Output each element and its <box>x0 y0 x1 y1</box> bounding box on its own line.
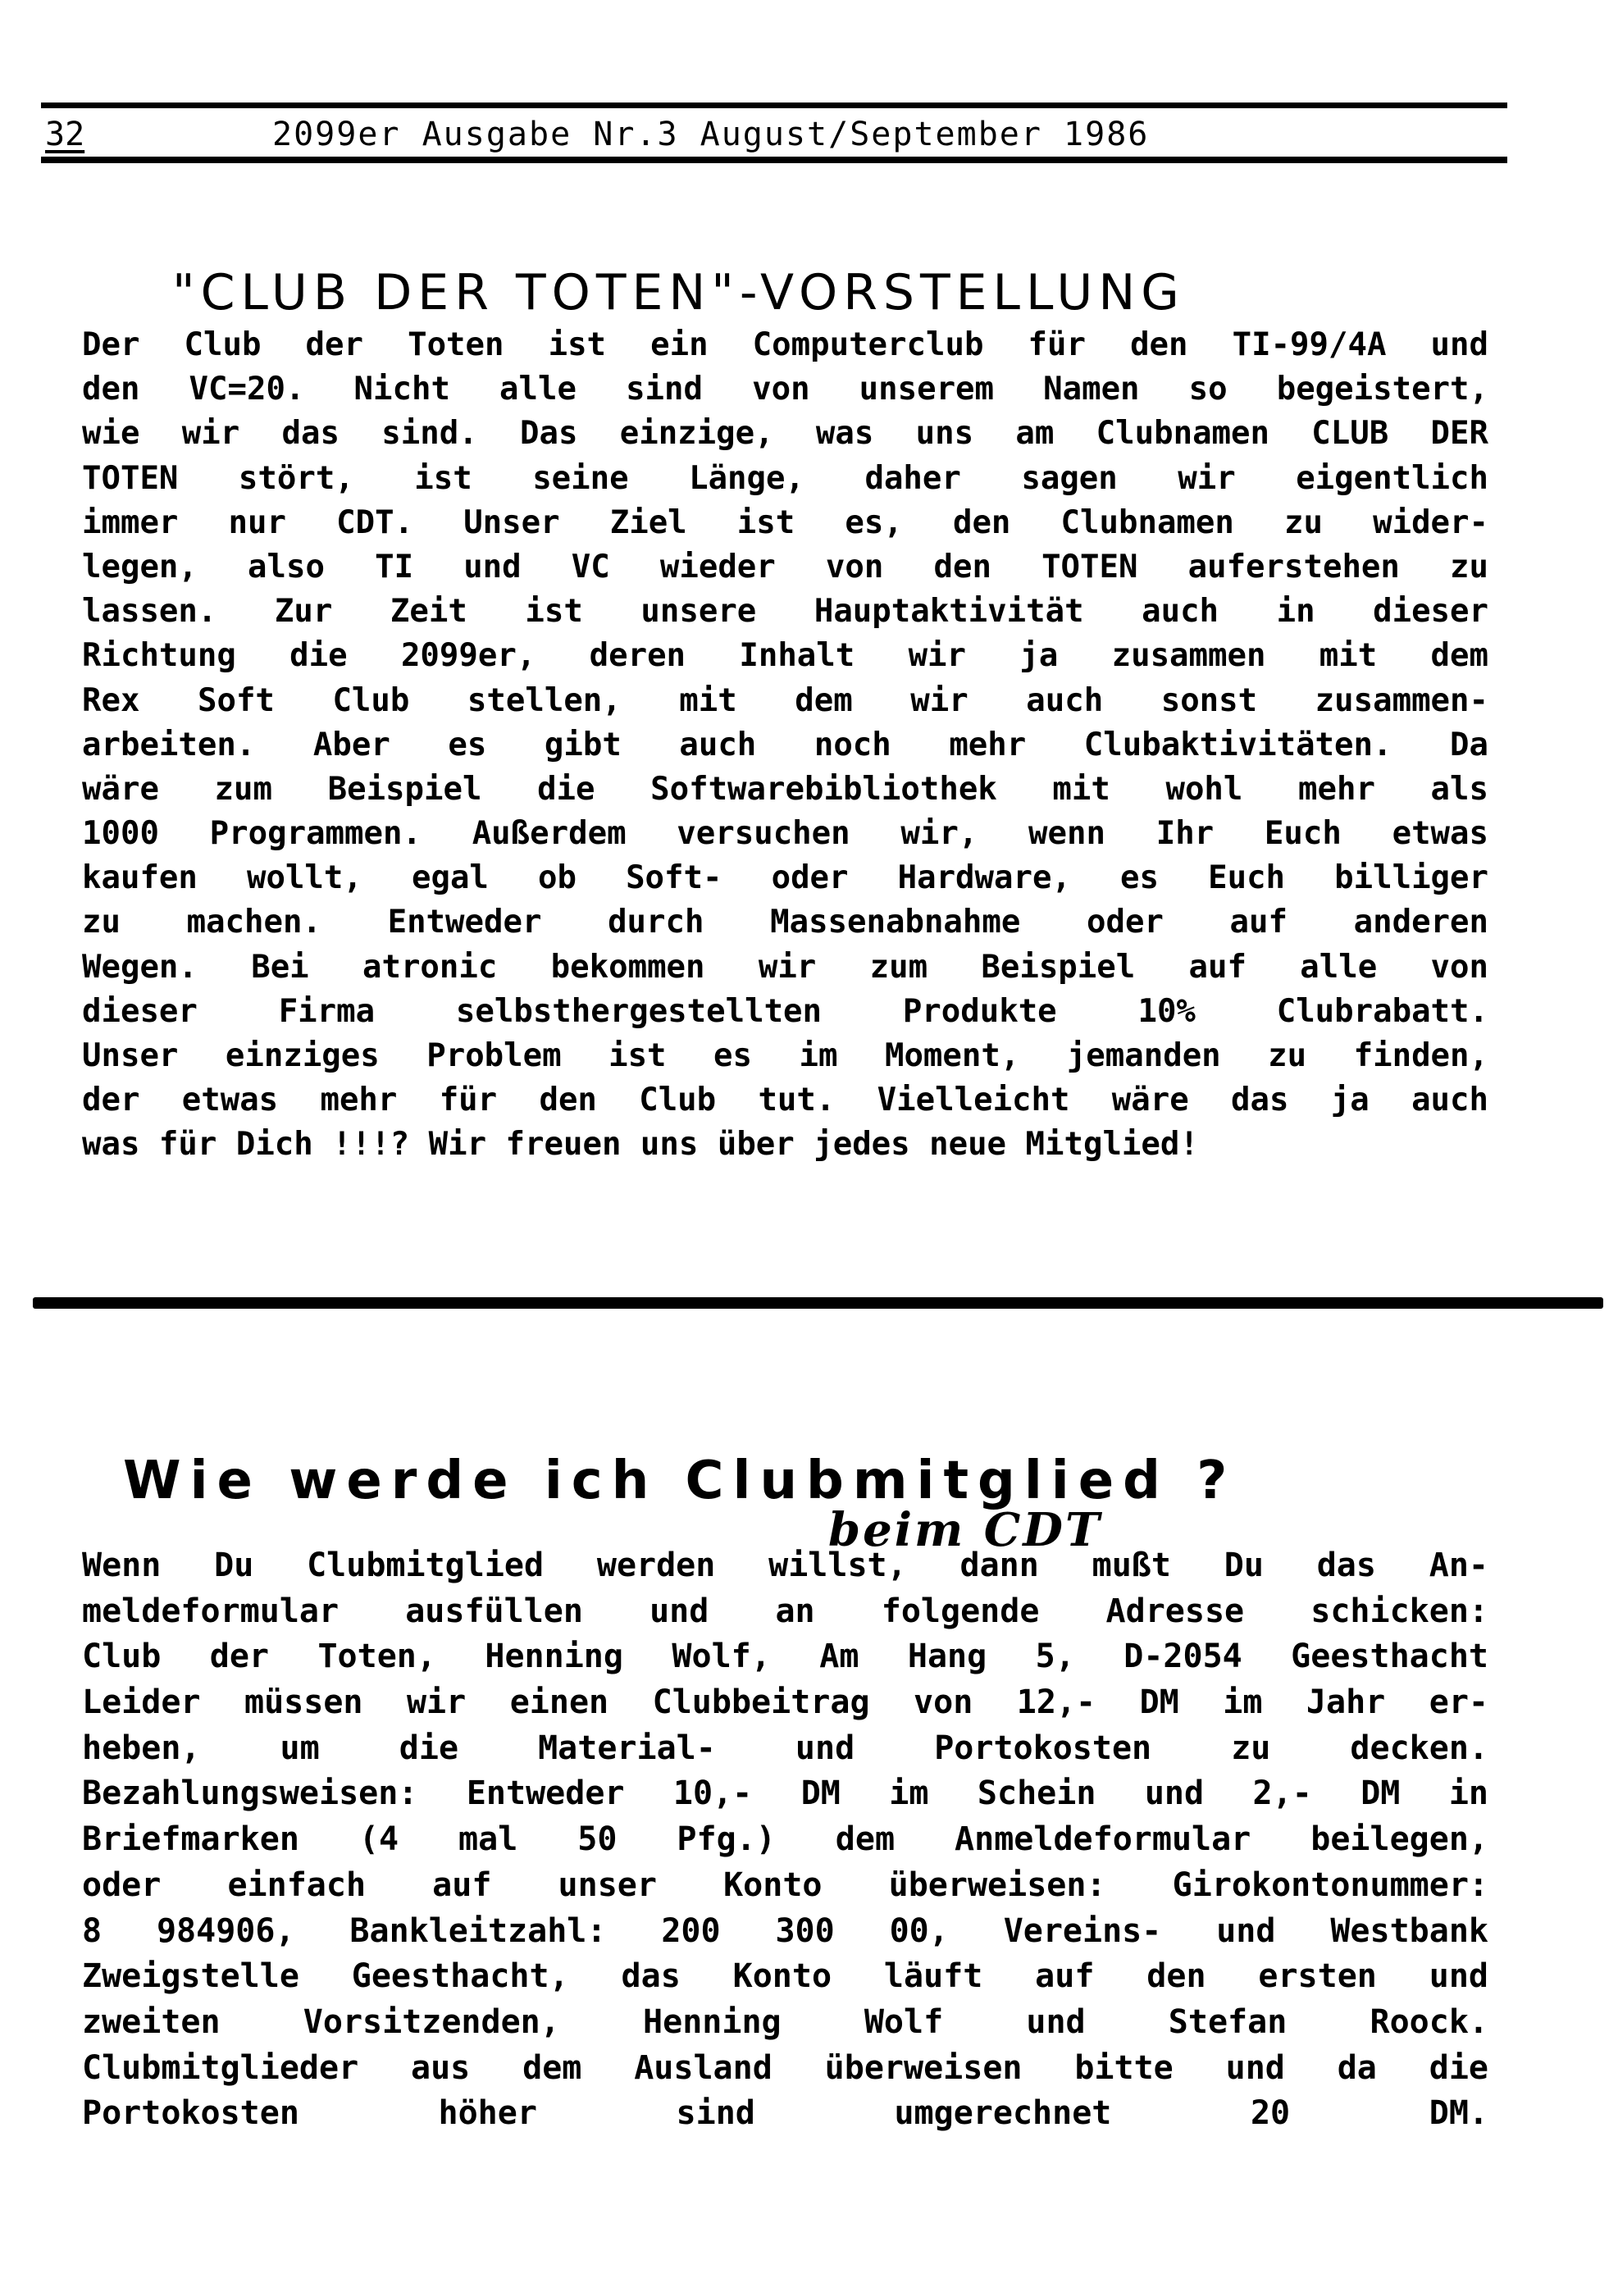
article1-body <box>82 323 1488 1168</box>
text-line: Rex Soft Club stellen, mit dem wir auch sonst zusammen- <box>82 681 1488 719</box>
text-line: Club der Toten, Henning Wolf, Am Hang 5, D-2054 Geesthacht <box>82 1638 1488 1676</box>
text-line: heben, um die Material- und Portokosten zu decken. <box>82 1729 1488 1767</box>
text-line: zu machen. Entweder durch Massenabnahme oder auf anderen <box>82 904 1488 941</box>
text-line: legen, also TI und VC wieder von den TOTEN auferstehen zu <box>82 548 1488 585</box>
text-line: Der Club der Toten ist ein Computerclub für den TI-99/4A und <box>82 326 1488 363</box>
text-line: wie wir das sind. Das einzige, was uns am Clubnamen CLUB DER <box>82 415 1488 453</box>
text-line: meldeformular ausfüllen und an folgende Adresse schicken: <box>82 1592 1488 1630</box>
text-line: Leider müssen wir einen Clubbeitrag von 12,- DM im Jahr er- <box>82 1683 1488 1722</box>
issue-info: 2099er Ausgabe Nr.3 August/September 1986 <box>272 116 1150 153</box>
text-line: oder einfach auf unser Konto überweisen: Girokontonummer: <box>82 1866 1488 1904</box>
text-line: immer nur CDT. Unser Ziel ist es, den Clubnamen zu wider- <box>82 503 1488 541</box>
text-line: zweiten Vorsitzenden, Henning Wolf und Stefan Roock. <box>82 2002 1488 2041</box>
header-rule-top <box>41 102 1507 108</box>
text-line: Clubmitglieder aus dem Ausland überweisen bitte und da die <box>82 2048 1488 2087</box>
section-separator <box>33 1297 1603 1309</box>
text-line: kaufen wollt, egal ob Soft- oder Hardware, es Euch billiger <box>82 859 1488 897</box>
text-line: Richtung die 2099er, deren Inhalt wir ja zusammen mit dem <box>82 637 1488 675</box>
text-line: arbeiten. Aber es gibt auch noch mehr Clubaktivitäten. Da <box>82 726 1488 763</box>
text-line: Zweigstelle Geesthacht, das Konto läuft auf den ersten und <box>82 1957 1488 1996</box>
text-line: Briefmarken (4 mal 50 Pfg.) dem Anmeldeformular beilegen, <box>82 1820 1488 1859</box>
text-line: der etwas mehr für den Club tut. Vielleicht wäre das ja auch <box>82 1082 1488 1119</box>
handwritten-note: beim CDT <box>828 1503 1102 1557</box>
page-number: 32 <box>45 116 85 153</box>
text-line: Wegen. Bei atronic bekommen wir zum Beispiel auf alle von <box>82 948 1488 986</box>
text-line: 8 984906, Bankleitzahl: 200 300 00, Vereins- und Westbank <box>82 1911 1488 1950</box>
header-rule-bottom <box>41 157 1507 163</box>
page-header <box>45 113 1505 156</box>
text-line: Wenn Du Clubmitglied werden willst, dann mußt Du das An- <box>82 1547 1488 1584</box>
text-line: wäre zum Beispiel die Softwarebibliothek mit wohl mehr als <box>82 770 1488 808</box>
text-line: Portokosten höher sind umgerechnet 20 DM. <box>82 2094 1488 2133</box>
article2-title: Wie werde ich Clubmitglied ? <box>123 1451 1237 1511</box>
text-line: lassen. Zur Zeit ist unsere Hauptaktivität auch in dieser <box>82 593 1488 631</box>
text-line: Bezahlungsweisen: Entweder 10,- DM im Schein und 2,- DM in <box>82 1774 1488 1813</box>
text-line: den VC=20. Nicht alle sind von unserem Namen so begeistert, <box>82 371 1488 408</box>
text-line: 1000 Programmen. Außerdem versuchen wir, wenn Ihr Euch etwas <box>82 815 1488 853</box>
text-line: TOTEN stört, ist seine Länge, daher sagen wir eigentlich <box>82 459 1488 497</box>
text-line: was für Dich !!!? Wir freuen uns über jedes neue Mitglied! <box>82 1126 1199 1164</box>
text-line: Unser einziges Problem ist es im Moment, jemanden zu finden, <box>82 1037 1488 1074</box>
article2-body <box>82 1543 1488 2137</box>
text-line: dieser Firma selbsthergestellten Produkte 10% Clubrabatt. <box>82 992 1488 1030</box>
article1-title: "CLUB DER TOTEN"-VORSTELLUNG <box>172 264 1185 321</box>
